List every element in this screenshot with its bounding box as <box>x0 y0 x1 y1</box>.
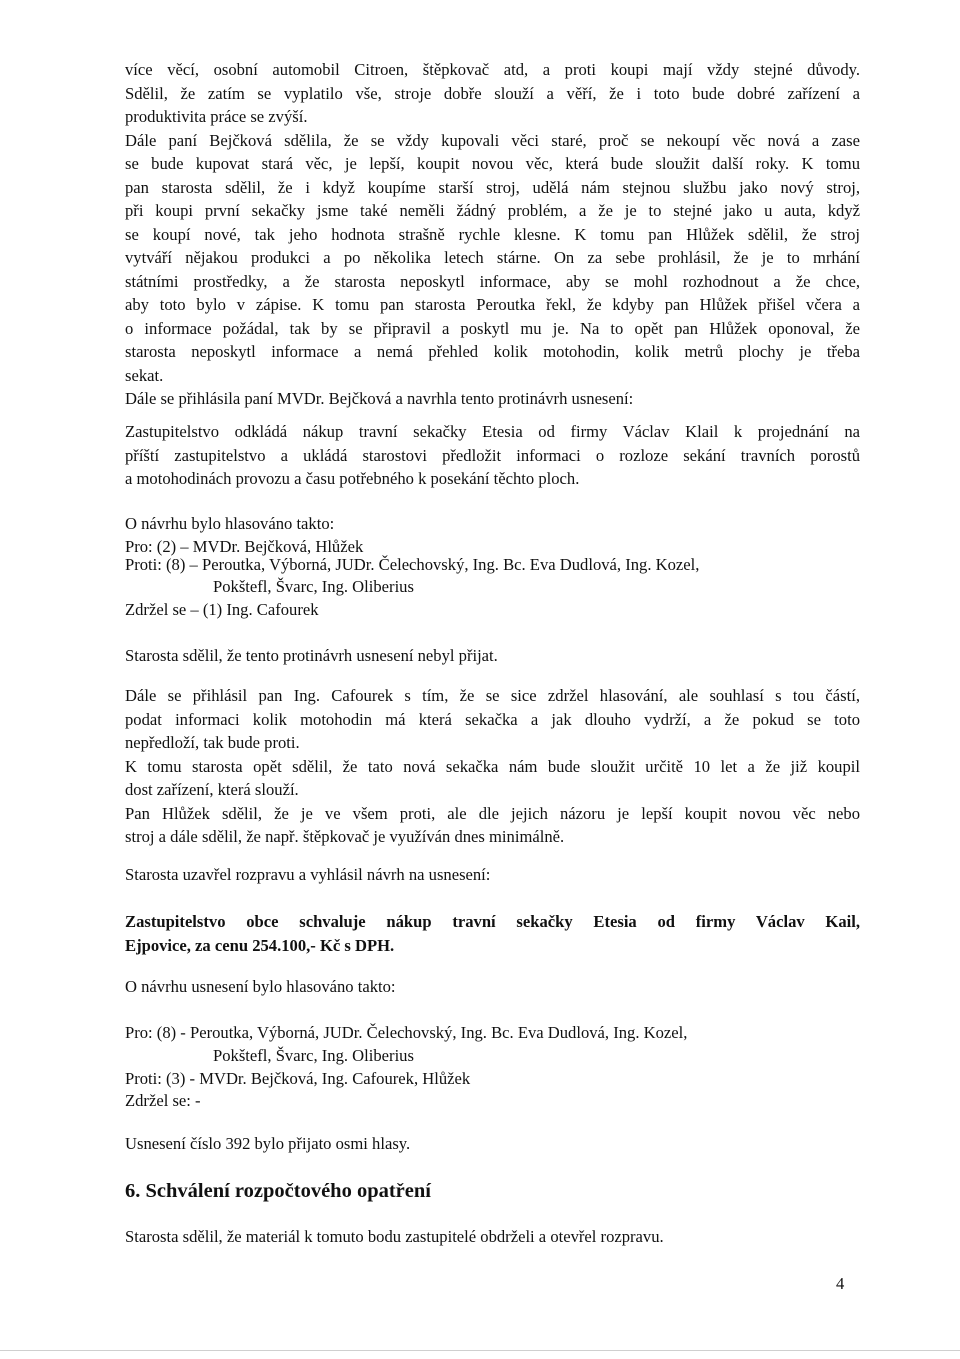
vote-result: Starosta sdělil, že tento protinávrh usnesení nebyl přijat. <box>125 646 498 665</box>
text-line: stroj a dále sdělil, že např. štěpkovač je využíván dnes minimálně. <box>125 827 565 846</box>
text-line: se bude kupovat stará věc, je lepší, koupit novou věc, která bude sloužit další roky. K tomu <box>125 154 860 173</box>
text-line: nepředloží, tak bude proti. <box>125 733 300 752</box>
section-text: Starosta sdělil, že materiál k tomuto bodu zastupitelé obdrželi a otevřel rozpravu. <box>125 1227 664 1246</box>
text-line: aby toto bylo v zápise. K tomu pan starosta Peroutka řekl, že kdyby pan Hlůžek přišel včera a <box>125 295 860 314</box>
closing-statement: Starosta uzavřel rozpravu a vyhlásil návrh na usnesení: <box>125 865 491 884</box>
text-line: starosta neposkytl informace a nemá přehled kolik motohodin, kolik metrů plochy je třeba <box>125 342 860 361</box>
text-line: vytváří nějakou produkci a po několika letech stárne. On za sebe prohlásil, že je to mrhání <box>125 248 860 267</box>
text-line: Dále se přihlásila paní MVDr. Bejčková a navrhla tento protinávrh usnesení: <box>125 389 634 408</box>
discussion-paragraph-2 <box>125 684 860 849</box>
text-line: Sdělil, že zatím se vyplatilo vše, stroje dobře slouží a věří, že i toto bude dobré zařízení a <box>125 83 860 103</box>
text-line: Zastupitelstvo obce schvaluje nákup travní sekačky Etesia od firmy Václav Kail, <box>125 912 860 931</box>
vote-intro: O návrhu usnesení bylo hlasováno takto: <box>125 977 396 996</box>
vote-proti: Proti: (3) - MVDr. Bejčková, Ing. Cafourek, Hlůžek <box>125 1069 471 1088</box>
section-heading: 6. Schválení rozpočtového opatření <box>125 1180 431 1202</box>
text-line: státními prostředky, a že starosta neposkytl informace, aby se mohl rozhodnout a že chce, <box>125 271 860 291</box>
page-bottom-edge <box>0 1350 960 1351</box>
text-line: příští zastupitelstvo a ukládá starostovi předložit informaci o rozloze sekání travních porostů <box>125 445 860 465</box>
vote-proti-continued: Pokštefl, Švarc, Ing. Oliberius <box>213 577 414 596</box>
text-line: pan starosta sdělil, že i když koupíme starší stroj, udělá nám stejnou službu jako nový stroj, <box>125 177 860 197</box>
text-line: Dále paní Bejčková sdělila, že se vždy kupovali věci staré, proč se nekoupí věc nová a zase <box>125 130 860 150</box>
vote-pro: Pro: (2) – MVDr. Bejčková, Hlůžek <box>125 537 364 556</box>
discussion-paragraph <box>125 58 860 411</box>
vote-pro-continued: Pokštefl, Švarc, Ing. Oliberius <box>213 1046 414 1065</box>
resolution-result: Usnesení číslo 392 bylo přijato osmi hlasy. <box>125 1134 411 1153</box>
text-line: při koupi první sekačky jsme také neměli žádný problém, a že je to stejné jako u auta, když <box>125 201 860 220</box>
text-line: Ejpovice, za cenu 254.100,- Kč s DPH. <box>125 935 395 955</box>
text-line: dost zařízení, která slouží. <box>125 780 299 799</box>
text-line: se koupí nové, tak jeho hodnota strašně rychle klesne. K tomu pan Hlůžek sdělil, že stroj <box>125 224 860 244</box>
vote-intro: O návrhu bylo hlasováno takto: <box>125 514 335 533</box>
text-line: a motohodinách provozu a času potřebného k posekání těchto ploch. <box>125 469 580 488</box>
resolution-text <box>125 910 860 957</box>
text-line: sekat. <box>125 365 164 385</box>
text-line: Zastupitelstvo odkládá nákup travní sekačky Etesia od firmy Václav Klail k projednání na <box>125 422 860 441</box>
vote-abstain: Zdržel se – (1) Ing. Cafourek <box>125 600 319 619</box>
text-line: více věcí, osobní automobil Citroen, štěpkovač atd, a proti koupi mají vždy stejné důvody. <box>125 60 860 79</box>
counter-proposal-text <box>125 420 860 491</box>
text-line: produktivita práce se zvýší. <box>125 107 308 126</box>
text-line: Dále se přihlásil pan Ing. Cafourek s tím, že se sice zdržel hlasování, ale souhlasí s tou částí, <box>125 686 860 705</box>
text-line: Pan Hlůžek sdělil, že je ve všem proti, ale dle jejich názoru je lepší koupit novou věc nebo <box>125 803 860 823</box>
page-number: 4 <box>836 1274 845 1293</box>
vote-abstain: Zdržel se: - <box>125 1091 201 1110</box>
vote-proti: Proti: (8) – Peroutka, Výborná, JUDr. Čelechovský, Ing. Bc. Eva Dudlová, Ing. Kozel, <box>125 555 700 574</box>
vote-pro: Pro: (8) - Peroutka, Výborná, JUDr. Čelechovský, Ing. Bc. Eva Dudlová, Ing. Kozel, <box>125 1023 688 1042</box>
text-line: K tomu starosta opět sdělil, že tato nová sekačka nám bude sloužit určitě 10 let a že již koupil <box>125 756 860 776</box>
text-line: o informace požádal, tak by se připravil a poskytl mu je. Na to opět pan Hlůžek oponoval, že <box>125 318 860 338</box>
text-line: podat informaci kolik motohodin má která sekačka a jak dlouho vydrží, a že pokud se toto <box>125 709 860 729</box>
